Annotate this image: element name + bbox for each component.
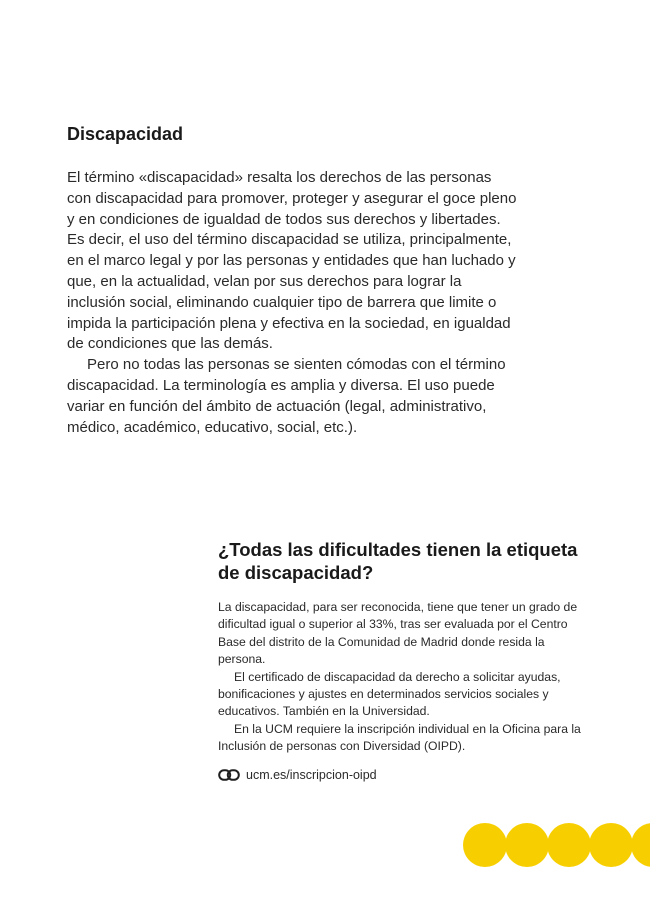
yellow-dot: [589, 823, 633, 867]
yellow-dot: [463, 823, 507, 867]
yellow-dot: [505, 823, 549, 867]
section-body: [67, 168, 517, 438]
box-title: ¿Todas las dificultades tienen la etiqueta de discapacidad?: [218, 539, 578, 583]
yellow-dot: [547, 823, 591, 867]
section-paragraph-1: El término «discapacidad» resalta los derechos de las personas con discapacidad para promover, proteger y asegurar el goce pleno y en condiciones de igualdad de todos sus derechos y libertades. Es decir, el uso del término discapacidad se utiliza, principalmente, en el marco legal y por las personas y entidades que han luchado y que, en la actualidad, velan por sus derechos para lograr la inclusión social, eliminando cualquier tipo de barrera que limite o impida la participación plena y efectiva en la sociedad, en igualdad de condiciones que las demás.: [67, 169, 517, 353]
section-paragraph-2: Pero no todas las personas se sienten cómodas con el término discapacidad. La terminología es amplia y diversa. El uso puede variar en función del ámbito de actuación (legal, administrativo, médico, académico, educativo, social, etc.).: [67, 356, 506, 436]
link-icon: [218, 768, 240, 782]
link-text[interactable]: ucm.es/inscripcion-oipd: [246, 768, 377, 782]
box-paragraph-1: La discapacidad, para ser reconocida, tiene que tener un grado de dificultad igual o superior al 33%, tras ser evaluada por el Centro Base del distrito de la Comunidad de Madrid donde resida la persona.: [218, 600, 578, 667]
yellow-dot: [631, 823, 650, 867]
box-paragraph-2: El certificado de discapacidad da derecho a solicitar ayudas, bonificaciones y ajustes en determinados servicios sociales y educativos. También en la Universidad.: [218, 669, 561, 719]
inscription-link[interactable]: [218, 768, 377, 782]
box-paragraph-3: En la UCM requiere la inscripción individual en la Oficina para la Inclusión de personas con Diversidad (OIPD).: [218, 721, 581, 754]
decorative-dots: [462, 822, 650, 868]
section-title: Discapacidad: [67, 124, 184, 144]
box-body: [218, 599, 590, 756]
